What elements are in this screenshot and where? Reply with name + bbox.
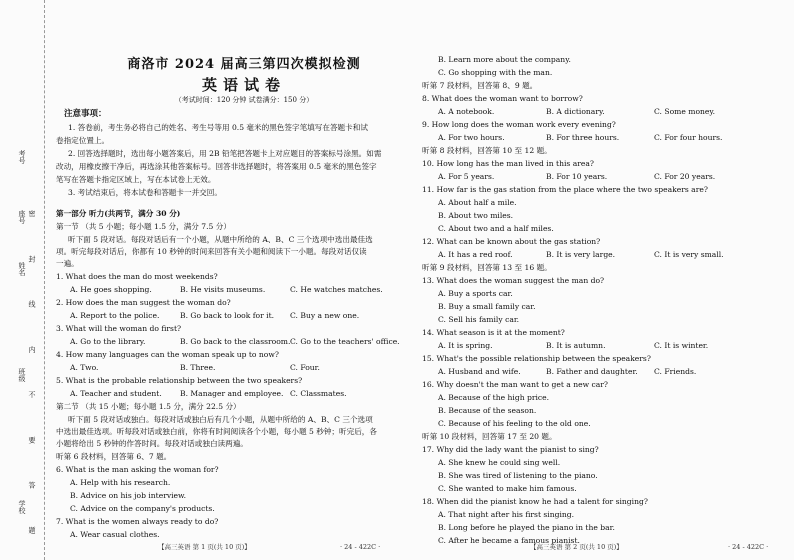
seat-label: 座号 (18, 210, 26, 224)
notes-heading: 注意事项： (64, 109, 107, 119)
option-a: A. For two hours. (438, 133, 505, 142)
option-a: A. It is spring. (438, 341, 493, 350)
option-a: A. That night after his first singing. (438, 510, 575, 519)
sec2-instr-2: 中选出最佳选项。听每段对话或独白前，你将有时间阅读各个小题，每小题 5 秒钟；听完后，各 (56, 427, 377, 436)
option-b: B. For three hours. (546, 133, 620, 142)
note-2c: 笔写在答题卡指定区域上，写在本试卷上无效。 (56, 175, 216, 184)
question: 5. What is the probable relationship between the two speakers? (56, 376, 303, 385)
note-1a: 1. 答卷前，考生务必将自己的姓名、考生号等用 0.5 毫米的黑色签字笔填写在答题卡和试 (68, 123, 368, 132)
exam-no-label: 考号 (18, 150, 26, 164)
right-column (418, 0, 778, 545)
option-c: C. Advice on the company's products. (70, 504, 215, 513)
sec1-instr-1: 听下面 5 段对话。每段对话后有一个小题，从题中所给的 A、B、C 三个选项中选出最佳选 (68, 235, 373, 244)
option-a: A. Two. (70, 363, 99, 372)
listen-8: 听第 8 段材料，回答第 10 至 12 题。 (422, 146, 552, 155)
left-page-code: · 24 - 422C · (340, 543, 381, 551)
option-b: B. For 10 years. (546, 172, 608, 181)
right-page-footer: 【高三英语 第 2 页(共 10 页)】 (530, 543, 623, 551)
question: 15. What's the possible relationship between the speakers? (422, 354, 651, 363)
option-a: A. A notebook. (438, 107, 495, 116)
question: 3. What will the woman do first? (56, 324, 182, 333)
option-b: B. Three. (180, 363, 216, 372)
option-b: B. Buy a small family car. (438, 302, 536, 311)
note-2b: 改动，用橡皮擦干净后，再选涂其他答案标号。回答非选择题时，将答案用 0.5 毫米的黑色签字 (56, 162, 377, 171)
option-c: C. Go shopping with the man. (438, 68, 553, 77)
listen-9: 听第 9 段材料，回答第 13 至 16 题。 (422, 263, 552, 272)
question: 17. Why did the lady want the pianist to sing? (422, 445, 599, 454)
question: 11. How far is the gas station from the place where the two speakers are? (422, 185, 708, 194)
question: 16. Why doesn't the man want to get a new car? (422, 380, 609, 389)
sec2-instr-1: 听下面 5 段对话或独白。每段对话或独白后有几个小题，从题中所给的 A、B、C 三个选项 (68, 415, 373, 424)
option-a: A. Wear casual clothes. (70, 530, 160, 539)
option-c: C. He watches matches. (290, 285, 383, 294)
note-3: 3. 考试结束后，将本试卷和答题卡一并交回。 (68, 188, 222, 197)
exam-info: （考试时间：120 分钟 试卷满分：150 分） (174, 96, 314, 104)
option-c: C. It is winter. (654, 341, 709, 350)
option-a: A. About half a mile. (438, 198, 517, 207)
listen-7: 听第 7 段材料，回答第 8、9 题。 (422, 81, 538, 90)
listen-10: 听第 10 段材料，回答第 17 至 20 题。 (422, 432, 557, 441)
option-c: C. For 20 years. (654, 172, 716, 181)
option-c: C. It is very small. (654, 250, 724, 259)
option-b: B. She was tired of listening to the piano. (438, 471, 598, 480)
option-c: C. Sell his family car. (438, 315, 520, 324)
sec1-instr-3: 一遍。 (56, 259, 79, 268)
option-c: C. For four hours. (654, 133, 723, 142)
question: 18. When did the pianist know he had a talent for singing? (422, 497, 648, 506)
option-b: B. He visits museums. (180, 285, 266, 294)
listen-6: 听第 6 段材料，回答第 6、7 题。 (56, 452, 172, 461)
option-a: A. Husband and wife. (438, 367, 521, 376)
option-b: B. Go back to look for it. (180, 311, 275, 320)
question: 9. How long does the woman work every evening? (422, 120, 616, 129)
option-b: B. It is autumn. (546, 341, 606, 350)
option-c: C. Go to the teachers' office. (290, 337, 400, 346)
option-b: B. About two miles. (438, 211, 514, 220)
option-c: C. Some money. (654, 107, 716, 116)
option-c: C. Four. (290, 363, 320, 372)
option-c: C. She wanted to make him famous. (438, 484, 577, 493)
option-a: A. He goes shopping. (70, 285, 152, 294)
binding-margin (0, 0, 45, 560)
right-page-code: · 24 - 422C · (728, 543, 769, 551)
option-b: B. Learn more about the company. (438, 55, 571, 64)
option-c: C. After he became a famous pianist. (438, 536, 580, 545)
sec2-heading: 第二节 （共 15 小题；每小题 1.5 分，满分 22.5 分） (56, 402, 241, 411)
option-a: A. For 5 years. (438, 172, 495, 181)
question: 13. What does the woman suggest the man do? (422, 276, 605, 285)
exam-title: 商洛市 2024 届高三第四次模拟检测 (127, 57, 361, 72)
seal-line-text: 密 封 线 内 不 要 答 题 (28, 210, 36, 552)
question: 6. What is the man asking the woman for? (56, 465, 219, 474)
left-page-footer: 【高三英语 第 1 页(共 10 页)】 (158, 543, 251, 551)
option-b: B. Long before he played the piano in the bar. (438, 523, 615, 532)
option-a: A. Help with his research. (70, 478, 171, 487)
question: 2. How does the man suggest the woman do? (56, 298, 231, 307)
option-c: C. About two and a half miles. (438, 224, 554, 233)
sec1-heading: 第一节 （共 5 小题；每小题 1.5 分，满分 7.5 分） (56, 222, 231, 231)
option-a: A. She knew he could sing well. (438, 458, 561, 467)
option-c: C. Friends. (654, 367, 697, 376)
option-a: A. Buy a sports car. (438, 289, 513, 298)
option-b: B. Go back to the classroom. (180, 337, 291, 346)
question: 8. What does the woman want to borrow? (422, 94, 583, 103)
question: 4. How many languages can the woman speak up to now? (56, 350, 279, 359)
note-2a: 2. 回答选择题时，选出每小题答案后，用 2B 铅笔把答题卡上对应题目的答案标号涂黑。如需 (68, 149, 382, 158)
note-1b: 卷指定位置上。 (56, 136, 110, 145)
option-b: B. Manager and employee. (180, 389, 284, 398)
option-b: B. Advice on his job interview. (70, 491, 187, 500)
option-a: A. Teacher and student. (70, 389, 162, 398)
question: 12. What can be known about the gas station? (422, 237, 601, 246)
option-c: C. Because of his feeling to the old one. (438, 419, 591, 428)
option-b: B. Father and daughter. (546, 367, 638, 376)
class-label: 班级 (18, 368, 26, 382)
left-column (50, 0, 400, 540)
option-b: B. It is very large. (546, 250, 616, 259)
option-a: A. Go to the library. (70, 337, 146, 346)
subject-title: 英语试卷 (201, 76, 286, 94)
option-b: B. A dictionary. (546, 107, 605, 116)
question: 14. What season is it at the moment? (422, 328, 565, 337)
sec1-instr-2: 项。听完每段对话后，你都有 10 秒钟的时间来回答有关小题和阅读下一小题。每段对话仅读 (56, 247, 367, 256)
question: 1. What does the man do most weekends? (56, 272, 218, 281)
part1-heading: 第一部分 听力(共两节，满分 30 分) (56, 209, 181, 218)
question: 7. What is the women always ready to do? (56, 517, 219, 526)
name-label: 姓名 (18, 262, 26, 276)
school-label: 学校 (18, 500, 26, 514)
option-c: C. Buy a new one. (290, 311, 360, 320)
option-b: B. Because of the season. (438, 406, 537, 415)
option-a: A. Report to the police. (70, 311, 160, 320)
option-a: A. It has a red roof. (438, 250, 513, 259)
sec2-instr-3: 小题将给出 5 秒钟的作答时间。每段对话或独白读两遍。 (56, 439, 248, 448)
question: 10. How long has the man lived in this area? (422, 159, 594, 168)
option-a: A. Because of the high price. (438, 393, 550, 402)
option-c: C. Classmates. (290, 389, 347, 398)
